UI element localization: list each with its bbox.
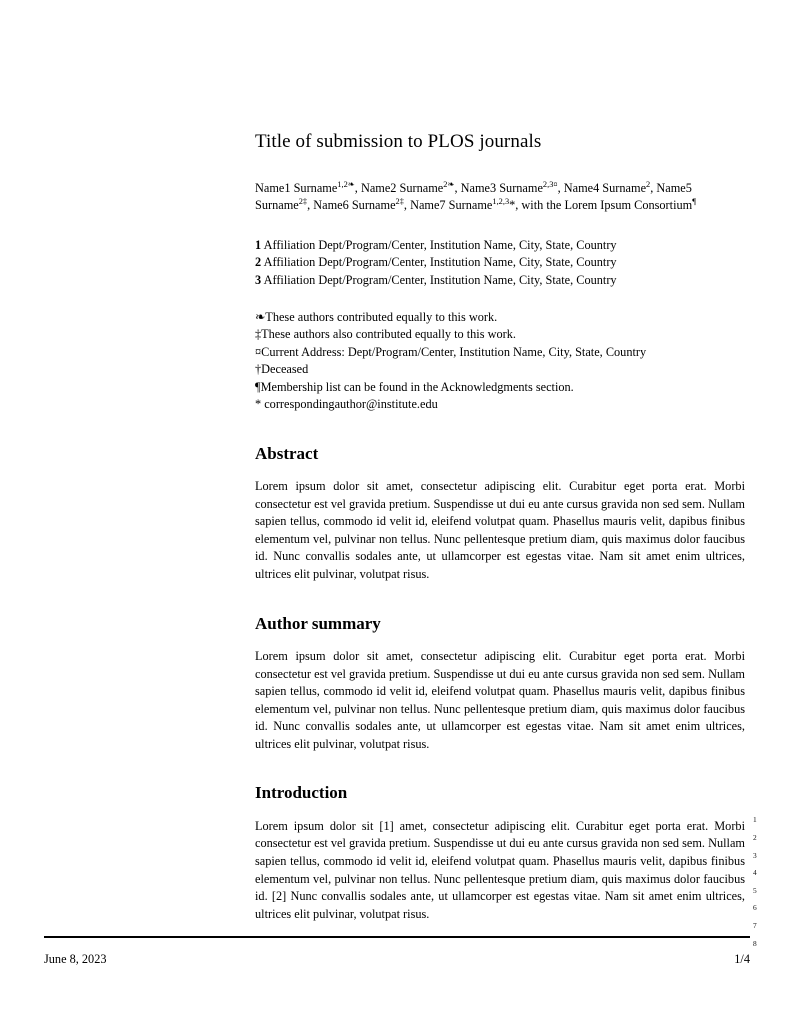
page-footer [44, 952, 750, 967]
line-number-gutter [753, 811, 773, 952]
section-body-abstract: Lorem ipsum dolor sit amet, consectetur adipiscing elit. Curabitur eget porta erat. Morbi consectetur est vel gravida pretium. Suspendisse ut dui eu ante cursus gravida non sed sem. Nullam sapien tellus, commodo id velit id, eleifend volutpat quam. Phasellus mauris velit, dapibus finibus elementum vel, pulvinar non tellus. Nunc pellentesque pretium diam, quis maximus dolor faucibus id. Nunc convallis sodales ante, ut ullamcorper est egestas vitae. Nam sit amet enim ultrices, ultrices elit pulvinar, volutpat risus. [255, 479, 745, 582]
line-number: 4 [753, 868, 757, 878]
author-notes [255, 309, 745, 414]
section-body-author-summary: Lorem ipsum dolor sit amet, consectetur adipiscing elit. Curabitur eget porta erat. Morbi consectetur est vel gravida pretium. Suspendisse ut dui eu ante cursus gravida non sed sem. Nullam sapien tellus, commodo id velit id, eleifend volutpat quam. Phasellus mauris velit, dapibus finibus elementum vel, pulvinar non tellus. Nunc pellentesque pretium diam, quis maximus dolor faucibus id. Nunc convallis sodales ante, ut ullamcorper est egestas vitae. Nam sit amet enim ultrices, ultrices elit pulvinar, volutpat risus. [255, 648, 745, 751]
section-abstract [255, 444, 745, 584]
affiliation-text: Affiliation Dept/Program/Center, Institution Name, City, State, Country [263, 255, 617, 270]
affiliation-list [255, 237, 745, 289]
affiliation-number: 1 [255, 237, 262, 252]
affiliation-text: Affiliation Dept/Program/Center, Institution Name, City, State, Country [263, 272, 617, 287]
author-note: ‡These authors also contributed equally to this work. [255, 327, 516, 342]
line-number: 6 [753, 903, 757, 913]
author-note-email[interactable]: * correspondingauthor@institute.edu [255, 397, 438, 412]
page-content [255, 130, 757, 953]
line-number: 8 [753, 938, 757, 948]
section-heading-author-summary: Author summary [255, 613, 381, 633]
section-introduction [255, 783, 757, 948]
section-body-introduction: Lorem ipsum dolor sit [1] amet, consectetur adipiscing elit. Curabitur eget porta erat. Morbi consectetur est vel gravida pretium. Suspendisse ut dui eu ante cursus gravida non sed sem. Nullam sapien tellus, commodo id velit id, eleifend volutpat quam. Phasellus mauris velit, dapibus finibus elementum vel, pulvinar non tellus. Nunc pellentesque pretium diam, quis maximus dolor faucibus id. [2] Nunc convallis sodales ante, ut ullamcorper est egestas vitae. Nam sit amet enim ultrices, ultrices elit pulvinar, volutpat risus. [255, 818, 745, 921]
affiliation-item [255, 272, 745, 289]
line-number: 2 [753, 833, 757, 843]
footer-divider [44, 936, 750, 938]
affiliation-item [255, 254, 745, 271]
affiliation-item [255, 237, 745, 254]
author-note: †Deceased [255, 362, 309, 377]
section-heading-introduction: Introduction [255, 783, 348, 803]
line-number: 7 [753, 921, 757, 931]
author-list: Name1 Surname$^{1,2❧}$, Name2 Surname$^{2❧}$, Name3 Surname$^{2,3¤}$, Name4 Surname$^2$, Name5 Surname$^{2\ddagger}$, Name6 Surname$^{2\ddagger}$, Name7 Surname$^{1,2,3}$*, with the Lorem Ipsum Consortium¶ [255, 179, 696, 213]
line-number: 5 [753, 885, 757, 895]
author-note: ¤Current Address: Dept/Program/Center, Institution Name, City, State, Country [255, 344, 647, 359]
author-note: ¶Membership list can be found in the Acknowledgments section. [255, 379, 574, 394]
line-number: 3 [753, 850, 757, 860]
section-heading-abstract: Abstract [255, 443, 319, 463]
page-title: Title of submission to PLOS journals [255, 131, 542, 152]
affiliation-number: 2 [255, 255, 262, 270]
line-number: 1 [753, 815, 757, 825]
footer-page-number: 1/4 [734, 952, 750, 966]
section-author-summary [255, 614, 745, 754]
footer-date: June 8, 2023 [44, 952, 107, 966]
affiliation-text: Affiliation Dept/Program/Center, Institution Name, City, State, Country [263, 237, 617, 252]
affiliation-number: 3 [255, 272, 262, 287]
author-note: ❧These authors contributed equally to this work. [255, 310, 498, 325]
